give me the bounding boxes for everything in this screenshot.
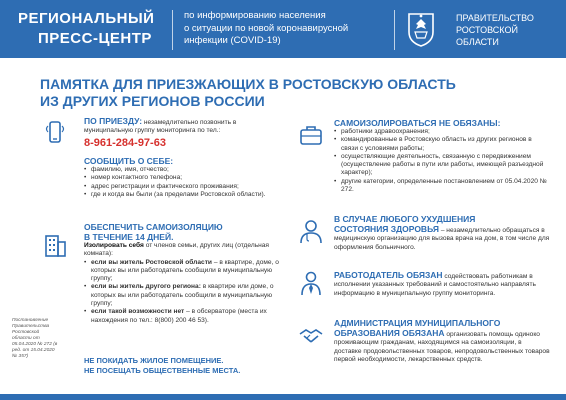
item-bold: если такой возможности нет <box>91 308 185 316</box>
health-text <box>334 224 550 252</box>
item-bold: если вы житель другого региона: <box>91 283 201 291</box>
monitoring-phone-number[interactable]: 8-961-284-97-63 <box>84 136 166 149</box>
admin-text <box>334 328 550 364</box>
header-divider <box>394 10 395 50</box>
arrival-text <box>84 116 280 136</box>
warning-line: НЕ ПОКИДАТЬ ЖИЛОЕ ПОМЕЩЕНИЕ. <box>84 356 224 365</box>
report-heading: СООБЩИТЬ О СЕБЕ: <box>84 156 174 166</box>
page-title <box>40 76 480 110</box>
resolution-footnote: Постановление Правительства Ростовской области от 05.04.2020 № 272 (в ред. от 15.04.2020 № 357) <box>12 318 58 359</box>
isolation-intro-text: от членов семьи, других лиц (отдельная комната): <box>84 242 270 258</box>
report-list <box>84 166 280 199</box>
employer-section <box>334 270 550 298</box>
info-line: по информированию населения <box>184 10 326 21</box>
press-center-title-line1: РЕГИОНАЛЬНЫЙ <box>18 10 155 27</box>
gov-line: ПРАВИТЕЛЬСТВО <box>456 13 534 23</box>
isolation-intro <box>84 242 280 259</box>
list-item: • фамилию, имя, отчество; <box>84 166 280 174</box>
admin-section <box>334 318 550 364</box>
list-item: • другие категории, определенные постановлением от 05.04.2020 № 272. <box>334 178 550 195</box>
admin-heading: ОБРАЗОВАНИЯ ОБЯЗАНА <box>334 328 445 338</box>
exempt-section <box>334 118 550 194</box>
list-item: • осуществляющие деятельность, связанную с передвижением (осуществление работы в пути или работы, имеющей разъездной характер); <box>334 153 550 178</box>
health-heading: СОСТОЯНИЯ ЗДОРОВЬЯ <box>334 224 439 234</box>
item-text: в квартире или доме, о которых вы или работодатель сообщили в муниципальную группу; <box>91 283 274 308</box>
item-bold: если вы житель Ростовской области <box>91 258 212 266</box>
info-line: о ситуации по новой коронавирусной <box>184 22 349 34</box>
press-center-description <box>184 10 384 48</box>
list-item <box>84 259 280 284</box>
briefcase-icon <box>298 122 324 148</box>
employer-instructions: содействовать работникам в исполнении указанных требований и самостоятельно направлять информацию в муниципальную группу мониторинга. <box>334 273 536 297</box>
exempt-list <box>334 128 550 194</box>
phone-icon <box>42 120 68 146</box>
arrival-heading: ПО ПРИЕЗДУ: <box>84 116 143 126</box>
gov-line: ОБЛАСТИ <box>456 37 499 47</box>
isolation-heading: ОБЕСПЕЧИТЬ САМОИЗОЛЯЦИЮ <box>84 222 223 232</box>
arrival-section <box>84 116 280 150</box>
header-banner <box>0 0 566 58</box>
page-title-line: ИЗ ДРУГИХ РЕГИОНОВ РОССИИ <box>40 93 265 109</box>
press-center-title-line2: ПРЕСС-ЦЕНТР <box>38 30 152 47</box>
isolation-heading: В ТЕЧЕНИЕ 14 ДНЕЙ. <box>84 232 174 242</box>
gov-line: РОСТОВСКОЙ <box>456 25 518 35</box>
info-line: инфекции (COVID-19) <box>184 35 281 46</box>
list-item: • где и когда вы были (за пределами Ростовской области). <box>84 191 280 199</box>
list-item: • работники здравоохранения; <box>334 128 550 136</box>
employer-icon <box>298 270 324 296</box>
list-item: • адрес регистрации и фактического проживания; <box>84 183 280 191</box>
coat-of-arms-icon <box>406 10 436 48</box>
admin-instructions: организовать помощь одиноко проживающим гражданам, находящимся на самоизоляции, в доставке продовольственных товаров, непродовольственных товаров первой необходимости, лекарственных средств. <box>334 331 550 363</box>
arrival-instructions: незамедлительно позвонить в муниципальную группу мониторинга по тел.: <box>84 119 237 135</box>
list-item: • командированные в Ростовскую область из других регионов в связи с условиями работы; <box>334 136 550 153</box>
isolation-intro-bold: Изолировать себя <box>84 242 144 249</box>
header-divider <box>172 10 173 50</box>
item-text: – в обсерваторе (места их нахождения по тел.: 8(800) 200 46 53). <box>91 308 267 324</box>
isolation-section <box>84 222 280 325</box>
doctor-icon <box>298 218 324 244</box>
employer-text <box>334 270 550 298</box>
list-item <box>84 308 280 325</box>
handshake-icon <box>298 322 324 348</box>
page-title-line: ПАМЯТКА ДЛЯ ПРИЕЗЖАЮЩИХ В РОСТОВСКУЮ ОБЛАСТЬ <box>40 76 456 92</box>
admin-heading: АДМИНИСТРАЦИЯ МУНИЦИПАЛЬНОГО <box>334 318 501 328</box>
health-heading: В СЛУЧАЕ ЛЮБОГО УХУДШЕНИЯ <box>334 214 476 224</box>
employer-heading: РАБОТОДАТЕЛЬ ОБЯЗАН <box>334 270 443 280</box>
list-item <box>84 283 280 308</box>
footer-bar <box>0 394 566 400</box>
health-instructions: – незамедлительно обращаться в медицинскую организацию для вызова врача на дом, в том числе для оформления больничного. <box>334 227 550 251</box>
health-section <box>334 214 550 252</box>
report-section <box>84 156 280 199</box>
warning-line: НЕ ПОСЕЩАТЬ ОБЩЕСТВЕННЫЕ МЕСТА. <box>84 366 241 375</box>
exempt-heading: САМОИЗОЛИРОВАТЬСЯ НЕ ОБЯЗАНЫ: <box>334 118 501 128</box>
list-item: • номер контактного телефона; <box>84 174 280 182</box>
item-text: – в квартире, доме, о которых вы или работодатель сообщили в муниципальную группу; <box>91 258 279 283</box>
government-name <box>456 12 534 48</box>
bottom-warning <box>84 356 240 376</box>
building-icon <box>42 232 68 258</box>
